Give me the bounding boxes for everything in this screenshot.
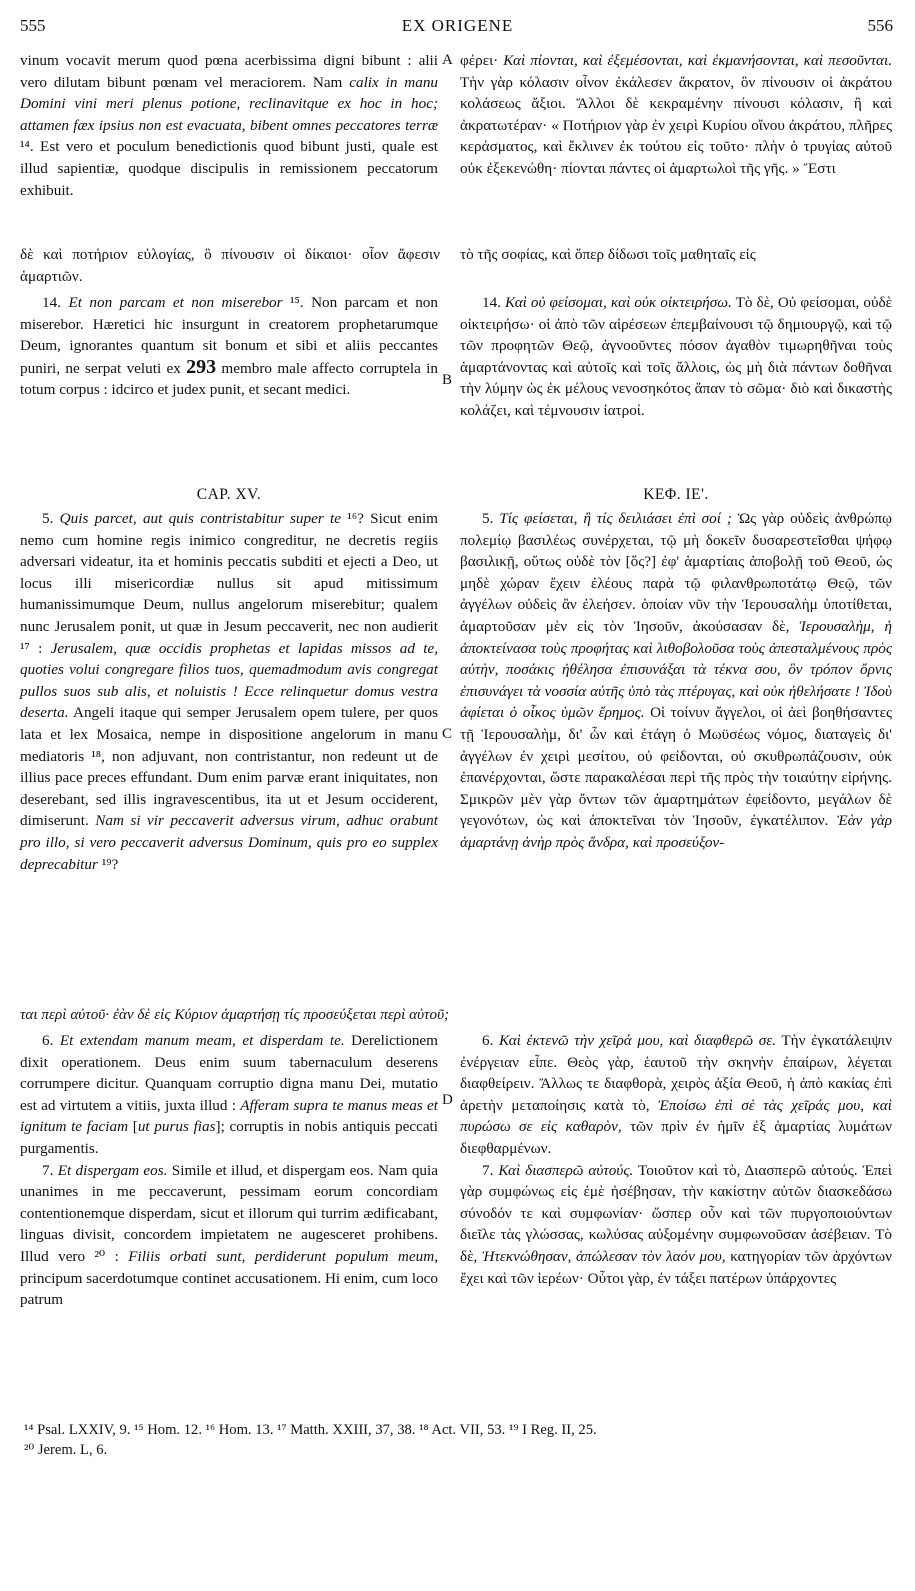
greek-span-text: ται περὶ αὐτοῦ· ἐὰν δὲ εἰς Κύριον ἁμαρτήσῃ τίς προσεύξεται περὶ αὐτοῦ; bbox=[20, 1006, 450, 1023]
paragraph bbox=[460, 50, 892, 180]
latin-block-1 bbox=[20, 50, 438, 201]
greek-paragraphs bbox=[460, 1030, 892, 1289]
italic-text: Jerusalem, quæ occidis prophetas et lapidas missos ad te, quoties volui congregare filios tuos, quemadmodum avis congregat pullos suos sub alis, et noluistis ! Ecce relinquetur domus vestra deserta. bbox=[20, 639, 438, 722]
paragraph bbox=[20, 292, 438, 401]
chapter-heading-latin: CAP. XV. bbox=[196, 486, 262, 503]
paragraph bbox=[460, 292, 892, 422]
italic-text: Et non parcam et non miserebor bbox=[68, 294, 283, 311]
text-run: ¹⁴. Est vero et poculum benedictionis quod bibunt justi, quale est illud sapientiæ, quodque discipulis in remissionem peccatorum exhibuit. bbox=[20, 138, 438, 199]
text-run: ¹⁵. Non parcam et non miserebor. Hæretici hic insurgunt in creatorem prophetarumque Deum, ignorantes quantum sit bonum et sibi et aliis peccantes puniri, ne serpat veluti ex bbox=[20, 294, 438, 377]
paragraph bbox=[460, 1030, 892, 1160]
latin-paragraphs bbox=[20, 508, 438, 875]
text-run: 5. bbox=[42, 510, 60, 527]
text-run: ]; corruptis in nobis antiquis peccati purgamentis. bbox=[20, 1118, 438, 1157]
paragraph bbox=[460, 1160, 892, 1290]
text-run: [ bbox=[128, 1118, 138, 1136]
text-run: ¹⁹? bbox=[97, 855, 119, 873]
footnote-line: ²⁰ Jerem. L, 6. bbox=[24, 1442, 108, 1458]
paragraph bbox=[20, 50, 438, 201]
text-run: 6. bbox=[482, 1032, 500, 1049]
text-run: Ὡς γὰρ οὐδεὶς ἀνθρώπῳ πολεμίῳ βασιλέως συνέρχεται, τῷ μὴ δοκεῖν δυσαρεστεῖσθαι ψήφῳ βασιλικῇ, οὕτως οὐδὲ τὸν [ὅς?] ἐφ' ἁμαρτίαις ἀποβολῇ τοῦ Θεοῦ, ὡς μηδὲ χώραν ἔχειν ἐλέους παρὰ τῷ φιλανθρωποτάτῳ Θεῷ, τῶν ἀγγέλων οὐδεὶς ἂν ἐλεήσεν. ὁποίαν νῦν τὴν Ἱερουσαλὴμ ὑποτίθεται, ἁμαρτοῦσαν μὲν εἰς τὸν Ἰησοῦν, ἀκούσασαν δὲ, bbox=[460, 510, 893, 635]
greek-block-4 bbox=[460, 1030, 892, 1289]
text-run: 7. bbox=[42, 1161, 58, 1179]
text-run: Derelictionem dixit operationem. Deus enim suum tabernaculum deserens corrumpere dicitur. Quanquam corruptio digna manu Dei, mutatio est ad virtutem a vitiis, juxta illud : bbox=[20, 1032, 438, 1114]
text-run: 14. bbox=[42, 294, 69, 311]
text-run: Τὴν ἐγκατάλειψιν ἐνέργειαν εἶπε. Θεὸς γὰρ, ἑαυτοῦ τὴν σκηνὴν ἐπαίρων, λέγεται διαφθείρειν. Ἄλλως τε διαφθορὰ, χειρὸς ἀξία Θεοῦ, ἡ ἀπὸ κακίας ἐπὶ ἀρετὴν μεταποίησις κατὰ τὸ, bbox=[460, 1032, 893, 1114]
italic-text: Καὶ διασπερῶ αὐτούς. bbox=[498, 1161, 634, 1179]
latin-block-4 bbox=[20, 1030, 438, 1311]
paragraph bbox=[20, 1160, 438, 1311]
text-run: 5. bbox=[482, 510, 500, 527]
text-run: vinum vocavit merum quod pœna acerbissima digni bibunt : alii vero dilutam bibunt pœnam vel meraciorem. Nam bbox=[20, 52, 438, 91]
margin-marker-d: D bbox=[442, 1092, 453, 1108]
paragraph bbox=[20, 508, 438, 875]
text-run: ¹⁶? Sicut enim nemo cum homine regis inimico congreditur, ne decretis regiis adversari videatur, ita et hominis peccatis subditi et ejecti a Deo, ut locus illi misericordiæ nullus sit apud mitissimum humanissimumque Deum, nullus angelorum miserebitur; qualem nunc Jerusalem ponit, ut quæ in Jesum peccaverit, nec non audierit ¹⁷ : bbox=[20, 510, 438, 657]
greek-block-2 bbox=[460, 292, 892, 422]
latin-paragraphs bbox=[20, 1030, 438, 1311]
italic-text: Καὶ πίονται, καὶ ἐξεμέσονται, καὶ ἐκμανήσονται, καὶ πεσοῦνται. bbox=[503, 52, 892, 69]
text-run: κατηγορίαν τῶν ἀρχόντων ἔχει καὶ τῶν ἱερέων· Οὗτοι γὰρ, ἐν τάξει πατέρων ὑπάρχοντες bbox=[460, 1247, 892, 1287]
column-number: 293 bbox=[186, 355, 217, 378]
greek-span-2 bbox=[20, 1004, 892, 1026]
italic-text: Ἱερουσαλὴμ, ἡ ἀποκτείνασα τοὺς προφήτας καὶ λιθοβολοῦσα τοὺς ἀπεσταλμένους πρὸς αὐτὴν, ποσάκις ἠθέλησα ἐπισυνάξαι τὰ τέκνα σου, ὃν τρόπον ὄρνις ἐπισυνάγει τὰ νοσσία αὐτῆς ὑπὸ τὰς πτέρυγας, καὶ οὐκ ἠθελήσατε ! Ἰδοὺ ἀφίεται ὁ οἶκος ὑμῶν ἔρημος. bbox=[460, 617, 892, 722]
margin-marker-a: A bbox=[442, 52, 453, 68]
latin-paragraphs bbox=[20, 292, 438, 401]
italic-text: Filiis orbati sunt, perdiderunt populum meum, bbox=[128, 1247, 438, 1265]
greek-paragraphs bbox=[460, 508, 892, 854]
margin-marker-b: B bbox=[442, 372, 453, 388]
left-page-number: 555 bbox=[20, 16, 46, 35]
text-run: Simile et illud, et dispergam eos. Nam quia unanimes in me peccaverunt, pessimam eorum concordiam contentionemque disperdam, sicut et illorum qui turrim ædificabant, linguas divisit, concordem impietatem ne augesceret prohibens. Illud vero ²⁰ : bbox=[20, 1161, 438, 1265]
running-title: EX ORIGENE bbox=[401, 16, 514, 35]
greek-block-1 bbox=[460, 50, 892, 180]
italic-text: calix in manu Domini vini meri plenus potione, reclinavitque ex hoc in hoc; attamen fæx ipsius non est evacuata, bibent omnes peccatores terræ bbox=[20, 73, 439, 134]
italic-text: Afferam supra te manus meas et ignitum te faciam bbox=[20, 1096, 438, 1136]
italic-text: Καὶ οὐ φείσομαι, καὶ οὐκ οἰκτειρήσω. bbox=[505, 294, 732, 311]
latin-block-2 bbox=[20, 292, 438, 401]
text-run: 6. bbox=[42, 1032, 60, 1049]
italic-text: Et extendam manum meam, et disperdam te. bbox=[59, 1032, 345, 1049]
text-run: φέρει· bbox=[460, 52, 504, 69]
text-run: Angeli itaque qui semper Jerusalem opem tulere, per quos lata et lex Mosaica, nempe in dispositione angelorum in manu mediatoris ¹⁸, non adjuvant, non contristantur, non redeunt ut de illius pace preces effundant. Dum enim parvæ erant iniquitates, non deserebant, sed illis ingravescentibus, ita ut et Jesum occiderent, dimiserunt. bbox=[20, 704, 438, 830]
text-run: principum sacerdotumque continet accusationem. Hi enim, cum loco patrum bbox=[20, 1269, 438, 1309]
text-run: τῶν πρὶν ἐν ἡμῖν ἐξ ἁμαρτίας λυμάτων διεφθαρμένων. bbox=[460, 1118, 892, 1157]
right-page-number: 556 bbox=[867, 16, 893, 35]
italic-text: Ἐποίσω ἐπὶ σὲ τὰς χεῖράς μου, καὶ πυρώσω σε εἰς καθαρὸν, bbox=[460, 1096, 893, 1136]
text-run: Τὴν γὰρ κόλασιν οἶνον ἐκάλεσεν ἄκρατον, ὃν πίνουσιν οἱ ἀκράτου κολάσεως ἄξιοι. Ἄλλοι δὲ κεκραμένην πίνουσι κόλασιν, ἢ καὶ ἀκρατωτέραν· « Ποτήριον γὰρ ἐν χειρὶ Κυρίου οἴνου ἀκράτου, πλῆρες κεράσματος, καὶ ἔκλινεν ἐκ τούτου εἰς τοῦτο· πλὴν ὁ τρυγίας αὐτοῦ οὐκ ἐξεκενώθη· πίονται πάντες οἱ ἁμαρτωλοὶ τῆς γῆς. » Ἔστι bbox=[460, 73, 892, 177]
greek-span-left: δὲ καὶ ποτήριον εὐλογίας, ὃ πίνουσιν οἱ δίκαιοι· οἷον ἄφεσιν ἁμαρτιῶν. bbox=[20, 246, 440, 285]
italic-text: Quis parcet, aut quis contristabitur super te bbox=[59, 510, 341, 527]
greek-span-right: τὸ τῆς σοφίας, καὶ ὅπερ δίδωσι τοῖς μαθηταῖς εἰς bbox=[460, 246, 756, 263]
italic-text: Et dispergam eos. bbox=[57, 1161, 168, 1179]
italic-text: Καὶ ἐκτενῶ τὴν χεῖρά μου, καὶ διαφθερῶ σε. bbox=[499, 1032, 777, 1049]
text-run: Οἱ τοίνυν ἄγγελοι, οἱ ἀεὶ βοηθήσαντες τῇ Ἱερουσαλὴμ, δι' ὧν καὶ ἐτάγη ὁ Μωϋσέως νόμος, διαταγεὶς δι' ἀγγέλων ἐν χειρὶ μεσίτου, οὐ φείδονται, οὐ σκυθρωπάζουσιν, οὐκ ἐπανέρχονται, ὥστε παρακαλέσαι περὶ τῆς πρὸς τὴν τοιαύτην εἰρήνης. Σμικρῶν μὲν γὰρ ὄντων τῶν ἁμαρτημάτων ἐφείδοντο, μεγάλων δὲ γεγονότων, ὡς καὶ ἀποκτεῖναι τὸν Ἰησοῦν, ἐγκατέλιπον. bbox=[460, 704, 892, 830]
paragraph bbox=[20, 1030, 438, 1160]
text-run: membro male affecto corruptela in totum corpus : idcirco et judex punit, et secant medici. bbox=[20, 359, 438, 399]
text-run: Τὸ δὲ, Οὐ φείσομαι, οὐδὲ οἰκτειρήσω· οἱ ἀπὸ τῶν αἱρέσεων ἐπεμβαίνουσι τῷ δημιουργῷ, καὶ τῷ τῶν προφητῶν Θεῷ, ἀγνοοῦντες πόσον ἀγαθὸν τιμωρηθῆναι τοὺς ἁμαρτάνοντας καὶ αὐτοῖς καὶ τοῖς ἄλλοις, ὡς μὴ διὰ πάντων δοθῆναι τὴν λύμην ὡς ἐκ μέλους νενοσηκότος ἅπαν τὸ σῶμα· διὸ καὶ δικαστὴς κολάζει, καὶ τέμνουσιν ἰατροί. bbox=[460, 294, 892, 419]
chapter-heading-greek: ΚΕΦ. ΙΕ'. bbox=[643, 486, 709, 503]
italic-text: Nam si vir peccaverit adversus virum, adhuc orabunt pro illo, si vero peccaverit adversus Dominum, quis pro eo supplex deprecabitur bbox=[20, 812, 438, 873]
greek-span-1 bbox=[20, 244, 892, 287]
latin-block-3 bbox=[20, 508, 438, 875]
italic-text: ut purus fias bbox=[137, 1118, 216, 1136]
footnotes bbox=[24, 1420, 894, 1460]
text-run: 14. bbox=[482, 294, 506, 311]
footnote-line: ¹⁴ Psal. LXXIV, 9. ¹⁵ Hom. 12. ¹⁶ Hom. 13. ¹⁷ Matth. XXIII, 37, 38. ¹⁸ Act. VII, 53. ¹⁹ I Reg. II, 25. bbox=[24, 1422, 597, 1438]
margin-marker-c: C bbox=[442, 726, 453, 742]
text-run: Τοιοῦτον καὶ τὸ, Διασπερῶ αὐτούς. Ἐπεὶ γὰρ συμφώνως εἰς ἐμὲ ἠσέβησαν, τὴν κακίστην αὐτῶν διασκεδάσω σύνοδόν τε καὶ συμφωνίαν· ὥσπερ οὖν καὶ τῶν πυργοποιούντων διεῖλε τὰς γλώσσας, κωλύσας αὐξομένην συμφωνοῦσαν ἀσέβειαν. Τὸ δὲ, bbox=[460, 1161, 892, 1265]
paragraph bbox=[460, 508, 892, 854]
greek-paragraphs bbox=[460, 50, 892, 180]
latin-paragraphs bbox=[20, 50, 438, 201]
text-run: 7. bbox=[482, 1161, 499, 1179]
italic-text: Ἠτεκνώθησαν, ἀπώλεσαν τὸν λαόν μου, bbox=[481, 1247, 726, 1265]
greek-block-3 bbox=[460, 508, 892, 854]
italic-text: Τίς φείσεται, ἢ τίς δειλιάσει ἐπὶ σοί ; bbox=[499, 510, 732, 527]
greek-paragraphs bbox=[460, 292, 892, 422]
italic-text: Ἐὰν γὰρ ἁμαρτάνῃ ἀνὴρ πρὸς ἄνδρα, καὶ προσεύξον- bbox=[460, 812, 892, 851]
